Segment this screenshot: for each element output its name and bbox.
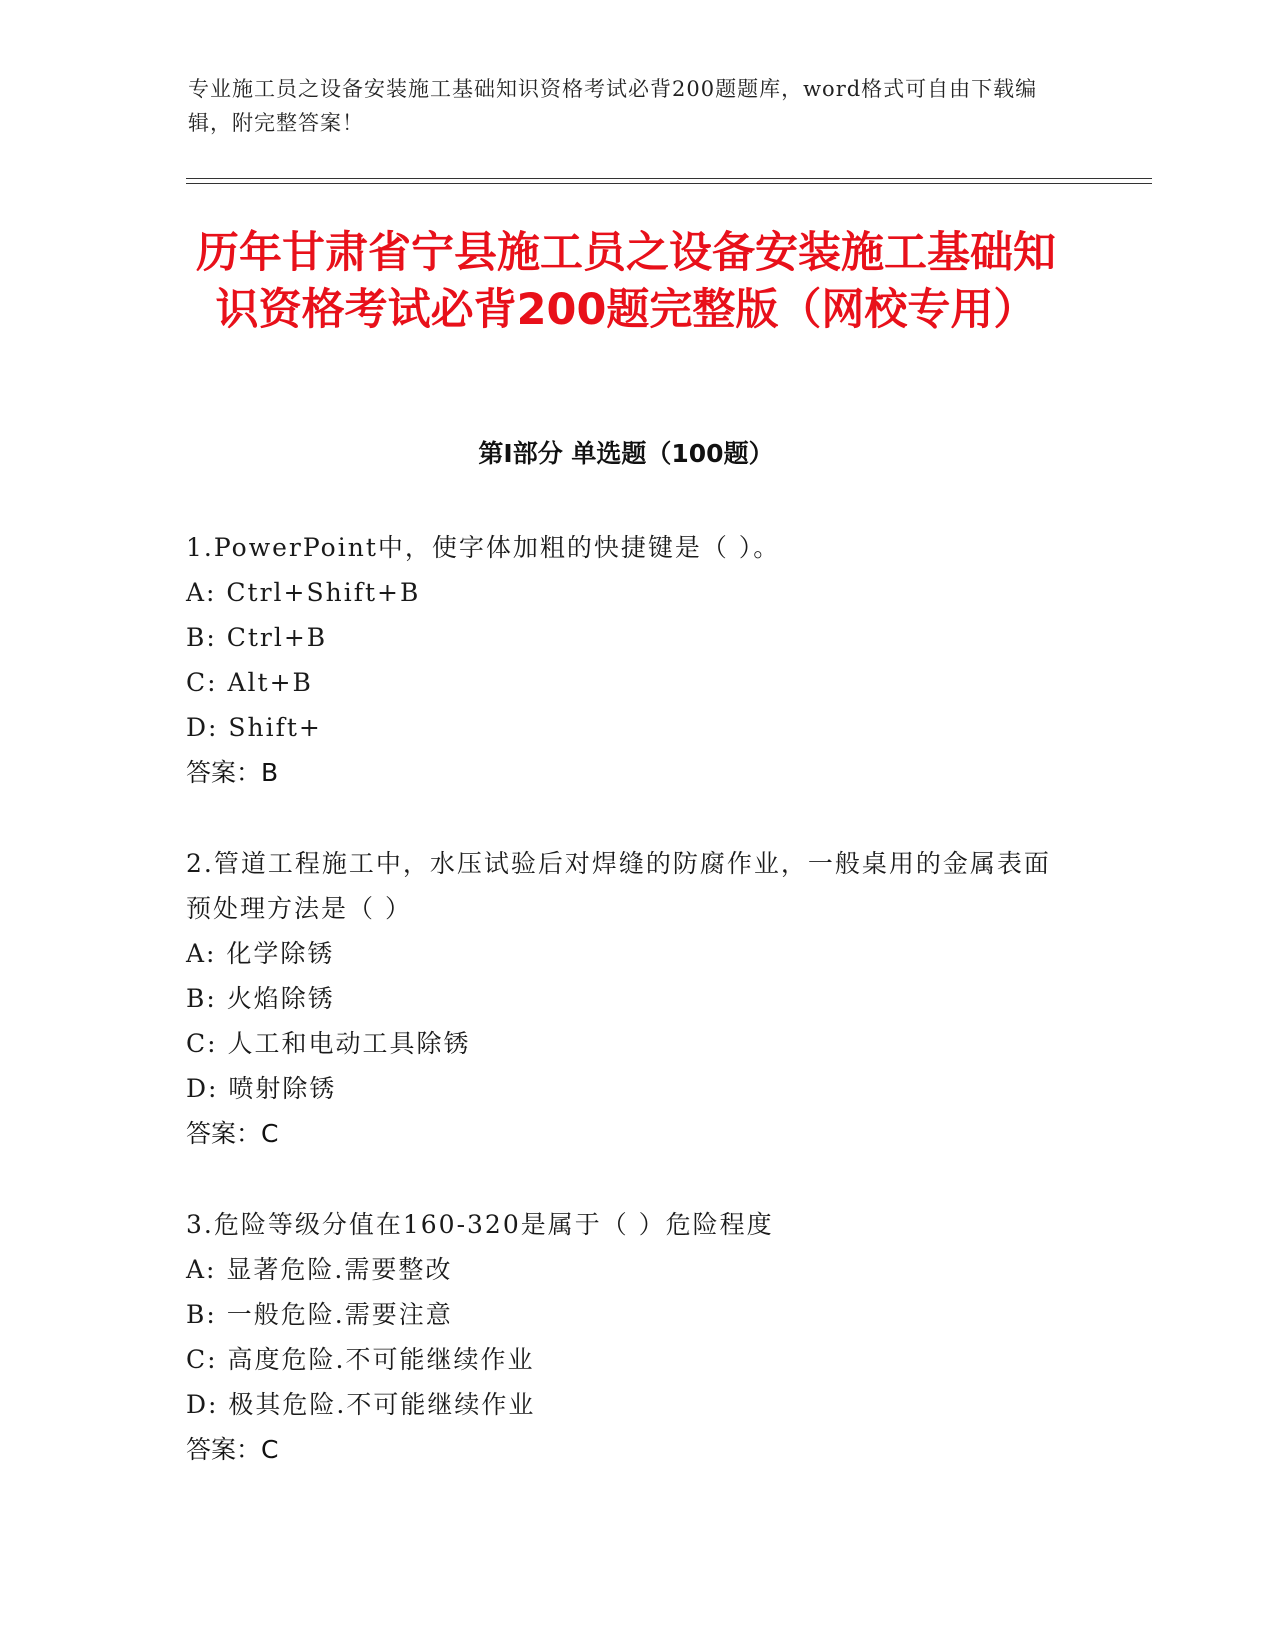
option-b: B: 火焰除锈 [186, 984, 335, 1013]
header-divider-thin [186, 178, 1152, 179]
option-d: D: 极其危险.不可能继续作业 [186, 1390, 536, 1419]
option-b: B: 一般危险.需要注意 [186, 1300, 453, 1329]
question-1 [186, 525, 1066, 795]
option-c: C: Alt+B [186, 668, 313, 697]
document-title: 历年甘肃省宁县施工员之设备安装施工基础知识资格考试必背200题完整版（网校专用） [196, 228, 1056, 335]
answer: 答案：C [186, 1119, 279, 1148]
option-a: A: 化学除锈 [186, 939, 335, 968]
option-d: D: Shift+ [186, 713, 322, 742]
header-divider-thick [186, 183, 1152, 184]
option-d: D: 喷射除锈 [186, 1074, 337, 1103]
question-stem: 3.危险等级分值在160-320是属于（ ）危险程度 [186, 1210, 774, 1239]
question-list [186, 525, 1066, 1518]
section-heading: 第Ⅰ部分 单选题（100题） [478, 439, 774, 468]
option-c: C: 人工和电动工具除锈 [186, 1029, 471, 1058]
question-stem: 1.PowerPoint中，使字体加粗的快捷键是（ ）。 [186, 533, 781, 562]
question-stem: 2.管道工程施工中，水压试验后对焊缝的防腐作业，一般桌用的金属表面预处理方法是（ ） [186, 849, 1051, 923]
answer: 答案：C [186, 1435, 279, 1464]
header-note: 专业施工员之设备安装施工基础知识资格考试必背200题题库，word格式可自由下载编辑，附完整答案！ [188, 77, 1038, 135]
option-c: C: 高度危险.不可能继续作业 [186, 1345, 535, 1374]
option-a: A: 显著危险.需要整改 [186, 1255, 453, 1284]
option-b: B: Ctrl+B [186, 623, 328, 652]
option-a: A: Ctrl+Shift+B [186, 578, 421, 607]
question-2 [186, 841, 1066, 1156]
answer: 答案：B [186, 758, 279, 787]
question-3 [186, 1202, 1066, 1472]
